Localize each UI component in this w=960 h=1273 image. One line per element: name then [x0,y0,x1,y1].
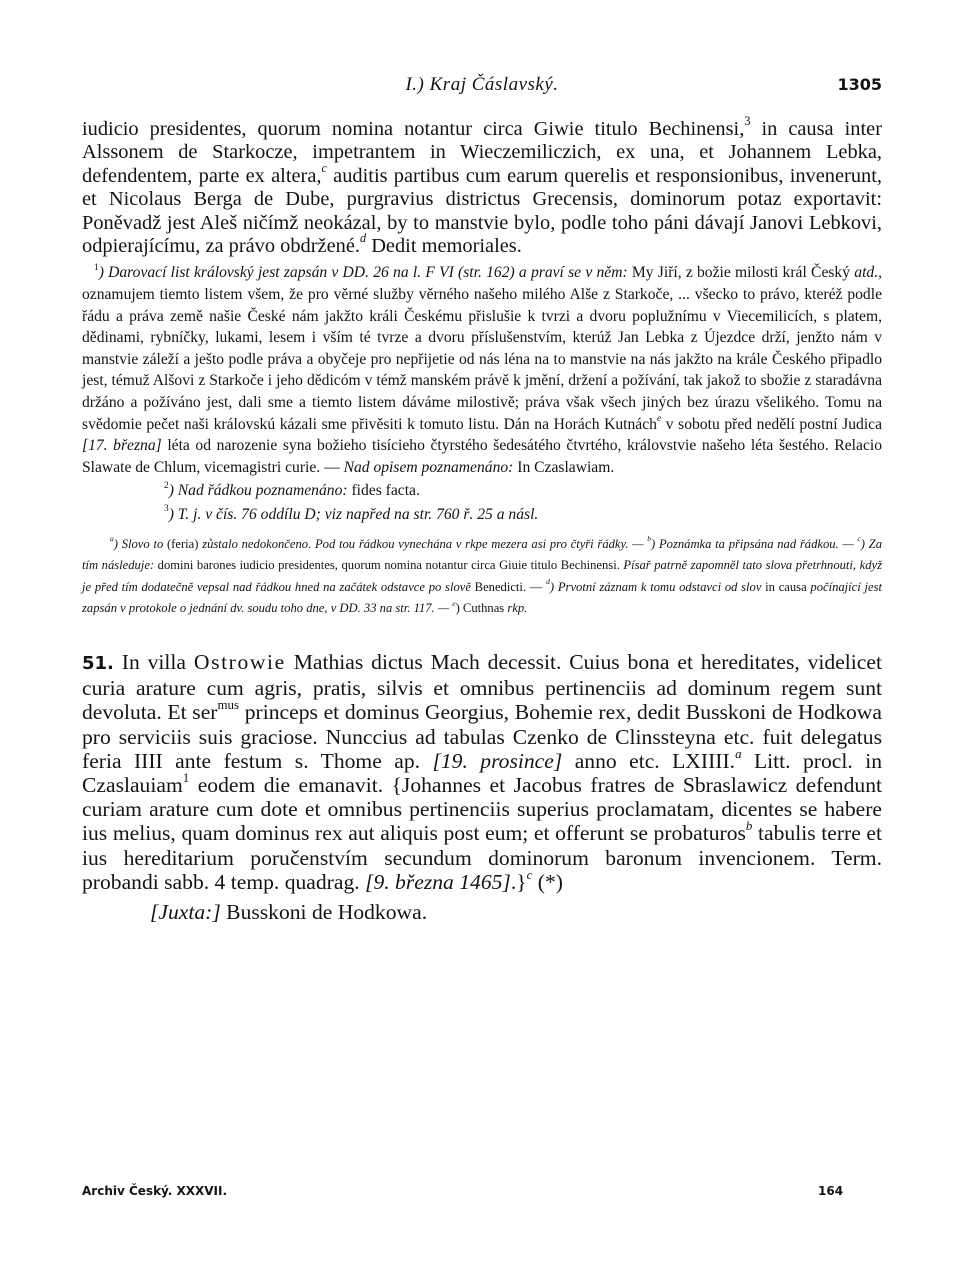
footnote-ref: 3 [744,114,751,129]
text-run: (feria) [163,536,203,551]
text-run: fides facta. [347,482,420,500]
text-run: atd. [854,264,879,282]
text-run: počínající jest zapsán v protokole o jednání dv. soudu toho dne, v DD. 33 na str. 117. — [82,579,882,616]
text-run: ) Nad řádkou poznamenáno: [168,482,348,500]
critical-mark: b [647,534,652,544]
text-run: Mathias dictus Mach decessit. Cuius bona et hereditates, videlicet curia arature cum agris, pratis, silvis et omnibus pertinenciis ad dominum regem sunt devoluta. Et ser [82,649,882,725]
text-run: in causa inter Alssonem de Starkocze, impetrantem in Wieczemiliczich, ex una, et Johannem Lebka, defendentem, parte ex altera, [82,118,882,187]
footnote-mark: 3 [164,504,169,515]
critical-ref: e [656,414,662,425]
text-run: In villa [113,649,194,674]
text-run: léta od narozenie syna božieho tisícieho čtyrstého šedesátého čtvrtého, královstvie našeho léta šestého. Relacio Slawate de Chlum, vicemagistri curie. — [82,437,882,476]
signature-number: 164 [818,1184,844,1198]
text-run: , oznamujem tiemto listem všem, že pro věrné služby věrného našeho milého Alše z Starkoče, ... všecko to právo, kteréž podle řádu a práva země našie České nám jakžto králi Českému přislušie k tvrzi a dvoru poplužnímu v Viecemilicích, s platem, dědinami, rybníčky, lukami, lesem i vším té tvrze a dvoru příslušenstvím, kterúž Jan Lebka z Újezdce drží, jenžto nám v manstvie záleží a ješto podle práva a obyčeje pro nepřijetie od nás léna na to manstvie na nás jakžto na krále Českého připadlo jest, témuž Alšovi z Starkoče i jeho dědicóm v témž manském právě k jmění, držení a požívání, tak jakož to sbožie z staradávna držáno a požíváno jest, dali sme a tiemto listem dáváme milostivě; práva však všech jiných bez úrazu všelikého. Tomu na svědomie pečet naši královskú kázali sme přivěsiti k tomuto listu. Dán na Horách Kutnách [82,264,882,433]
text-run: auditis partibus cum earum querelis et responsionibus, invenerunt, et Nicolaus Berga de Dube, purgravius districtus Grecensis, dominorum potaz exportavit: Poněvadž jest Aleš ničímž neokázal, by to manstvie bylo, podle toho páni dávají Janovi Lebkovi, odpierajícímu, za právo obdržené. [82,164,882,258]
text-run: ) Poznámka ta připsána nad řádkou. — [651,536,858,551]
running-header [82,74,882,98]
footnote-mark: 1 [94,262,99,273]
footnote-1 [82,262,882,478]
text-run: In Czaslawiam. [513,458,615,476]
text-run: ) Prvotní záznam k tomu odstavci od slov [549,579,762,594]
signature-footer [82,1184,882,1204]
critical-apparatus [82,534,882,620]
critical-ref: c [526,866,533,882]
text-run: eodem die emanavit. {Johannes et Jacobus fratres de Sbraslawicz defendunt curiam arature cum dote et omnibus pertinenciis superius proclamatam, dicentes se habere ius melius, quam dominus rex aut aliquis post eum; et offerunt se probaturos [82,772,882,846]
critical-mark: d [546,577,550,587]
running-title: I.) Kraj Čáslavský. [405,74,559,95]
page-number: 1305 [837,75,882,94]
text-run: [17. března] [82,437,162,455]
juxta-note [82,900,882,924]
text-run: [9. března 1465] [365,869,511,894]
footnote-3 [82,504,882,526]
text-run: ) Cuthnas [455,601,508,616]
page-body [82,114,882,924]
critical-mark: c [857,534,861,544]
footnote-mark: 2 [164,480,169,491]
footnote-ref: 1 [182,769,190,785]
superscript-abbrev: mus [217,697,240,713]
text-run: ) Za tím následuje: [82,536,882,573]
critical-mark: a [110,534,114,544]
main-paragraph [82,114,882,258]
critical-ref: b [745,818,753,834]
text-run: [19. prosince] [432,748,563,773]
critical-ref: c [321,161,327,176]
critical-ref: a [735,745,742,761]
text-run: in causa [761,579,811,594]
text-run: Písař patrně zapomněl tato slova přetrhnouti, když je před tím dodatečně vepsal nad řádkou hned na začátek odstavce po slově [82,558,882,594]
text-run: ) Slovo to [113,536,164,551]
footnote-2 [82,480,882,502]
text-run: (*) [532,869,563,894]
text-run: [Juxta:] [150,899,221,924]
text-run: Litt. procl. in Czaslauiam [82,748,882,797]
entry-51 [82,650,882,894]
text-run: rkp. [507,601,528,616]
text-run: iudicio presidentes, quorum nomina notantur circa Giwie titulo Bechinensi, [82,118,745,140]
text-run: v sobotu před nedělí postní Judica [661,415,882,433]
text-run: domini barones iudicio presidentes, quorum nomina notantur circa Giuie titulo Bechinensi. [154,558,624,573]
entry-number: 51. [82,652,114,674]
signature-label: Archiv Český. XXXVII. [82,1184,228,1198]
text-run: zůstalo nedokončeno. Pod tou řádkou vynechána v rkpe mezera asi pro čtyři řádky. — [202,536,648,551]
text-run: ) T. j. v čís. 76 oddílu D; viz napřed na str. 760 ř. 25 a násl. [168,505,539,523]
text-run: My Jiří, z božie milosti král Český [627,264,855,282]
text-run: Nad opisem poznamenáno: [343,458,514,476]
critical-ref: d [359,231,367,246]
text-run: Busskoni de Hodkowa. [220,899,428,924]
critical-mark: e [452,599,456,609]
text-run: ) Darovací list královský jest zapsán v DD. 26 na l. F VI (str. 162) a praví se v něm: [98,264,628,282]
place-name: Ostrowie [193,649,286,674]
text-run: princeps et dominus Georgius, Bohemie rex, dedit Busskoni de Hodkowa pro serviciis suis graciose. Nunccius ad tabulas Czenko de Clinssteyna etc. fuit delegatus feria IIII ante festum s. Thome ap. [82,700,882,773]
text-run: .} [510,869,527,894]
text-run: anno etc. LXIIII. [562,748,736,773]
text-run: tabulis terre et ius hereditarium poručenstvím secundum dominorum baronum invencionem. Term. probandi sabb. 4 temp. quadrag. [82,821,882,894]
text-run: Benedicti. — [470,579,547,594]
text-run: Dedit memoriales. [366,235,522,258]
